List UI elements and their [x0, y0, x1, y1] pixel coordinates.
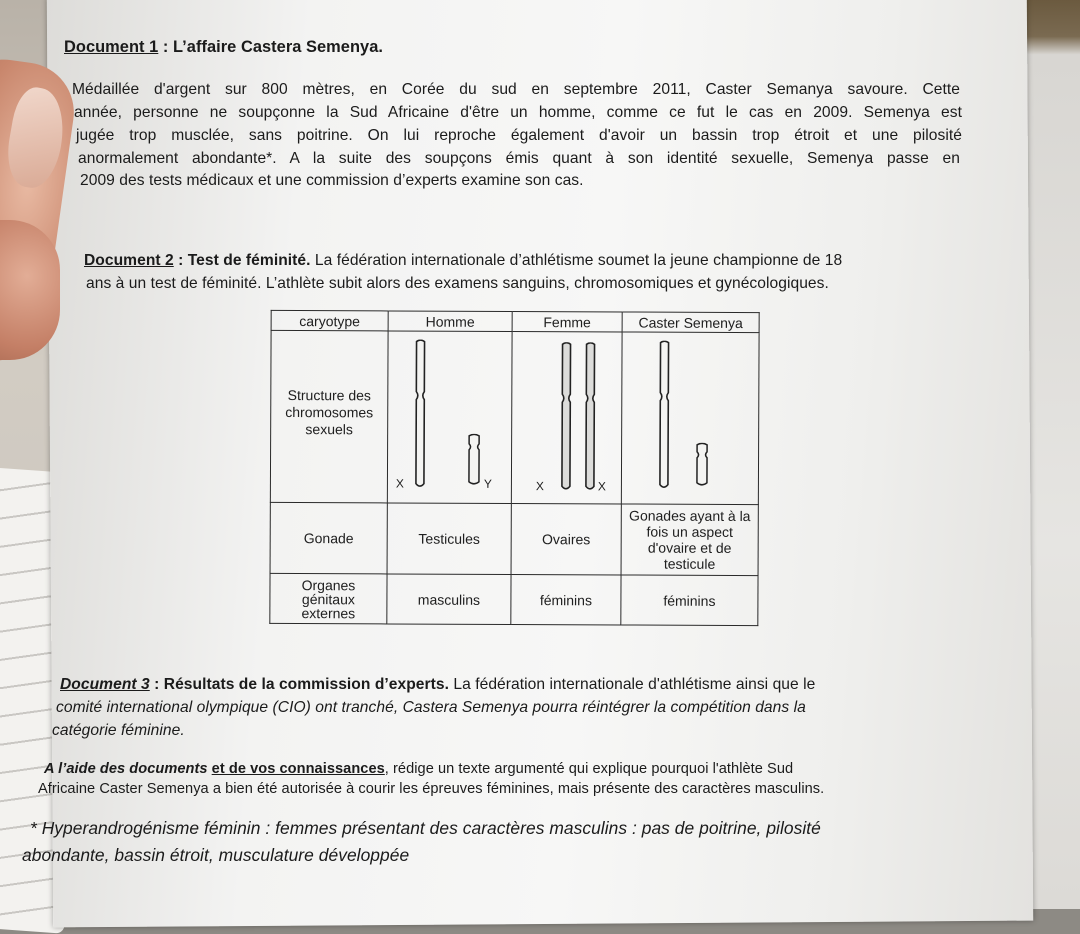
gonade-homme: Testicules [387, 503, 511, 575]
doc1-line-1: Médaillée d'argent sur 800 mètres, en Corée du sud en septembre 2011, Caster Semanya savoure. Cette [72, 81, 960, 98]
gonade-label: Gonade [270, 502, 387, 574]
instruction-line-2: Africaine Caster Semenya a bien été autorisée à courir les épreuves féminines, mais présente des caractères masculins. [38, 781, 825, 797]
semenya-chromosomes-cell [621, 332, 759, 505]
header-femme: Femme [512, 311, 622, 331]
doc1-line-3: jugée trop musclée, sans poitrine. On lui reproche également d'avoir un bassin trop étroit et une pilosité [76, 127, 962, 144]
header-caster-semenya: Caster Semenya [622, 312, 759, 333]
table-row-structure [270, 330, 759, 504]
doc1-heading-label: Document 1 [64, 38, 159, 56]
table-row-organes [270, 573, 758, 625]
structure-label-cell [270, 330, 388, 503]
doc2-line-1 [84, 252, 842, 270]
doc3-line-2: comité international olympique (CIO) ont tranché, Castera Semenya pourra réintégrer la compétition dans la [56, 699, 806, 716]
header-caryotype: caryotype [271, 310, 388, 331]
gonade-femme: Ovaires [511, 503, 621, 574]
homme-x-label: X [395, 476, 404, 491]
table-row-gonade [270, 502, 758, 575]
doc3-heading-colon: : [149, 676, 164, 693]
organes-semenya: féminins [621, 575, 758, 626]
table-header-row [271, 310, 759, 332]
instruction-line-1 [44, 761, 793, 777]
homme-chromosomes-cell [387, 331, 512, 504]
structure-label: Structure des chromosomes sexuels [285, 387, 374, 438]
doc1-line-5: 2009 des tests médicaux et une commission d’experts examine son cas. [80, 172, 584, 189]
footnote-line-2: abondante, bassin étroit, musculature développée [22, 845, 410, 865]
doc1-heading [64, 38, 383, 57]
femme-x1-label: X [535, 479, 544, 494]
doc3-line-1 [60, 676, 815, 694]
doc1-line-2: année, personne ne soupçonne la Sud Africaine d'être un homme, comme ce fut le cas en 2009. Semenya est [74, 104, 962, 121]
doc2-heading-colon: : [173, 252, 188, 269]
doc2-heading-label: Document 2 [84, 252, 174, 269]
homme-y-chromosome [466, 434, 482, 486]
doc3-heading-label: Document 3 [60, 676, 150, 693]
instruction-part-3: , rédige un texte argumenté qui explique pourquoi l'athlète Sud [384, 761, 794, 777]
gonade-semenya: Gonades ayant à la fois un aspect d'ovaire et de testicule [621, 504, 758, 576]
instruction-part-1: A l’aide des documents [44, 761, 212, 777]
doc3-heading-title: Résultats de la commission d’experts. [163, 676, 449, 693]
instruction-part-2: et de vos connaissances [211, 761, 385, 777]
semenya-y-chromosome [694, 443, 710, 487]
femme-x2-label: X [597, 479, 606, 494]
organes-femme: féminins [511, 574, 621, 624]
header-homme: Homme [388, 311, 512, 332]
doc1-heading-title: : L’affaire Castera Semenya. [158, 38, 383, 56]
doc3-line-1-text: La fédération internationale d'athlétisme ainsi que le [449, 676, 816, 693]
karyotype-table [269, 310, 759, 626]
organes-homme: masculins [387, 574, 511, 625]
femme-chromosomes-cell [511, 331, 622, 503]
homme-y-label: Y [483, 476, 492, 491]
doc1-line-4: anormalement abondante*. A la suite des soupçons émis quant à son identité sexuelle, Semenya passe en [78, 150, 960, 167]
organes-label: Organes génitaux externes [270, 573, 387, 624]
doc2-line-1-text: La fédération internationale d’athlétisme soumet la jeune championne de 18 [310, 252, 843, 269]
homme-x-chromosome [410, 340, 431, 490]
doc3-line-3: catégorie féminine. [52, 722, 185, 739]
footnote-line-1: * Hyperandrogénisme féminin : femmes présentant des caractères masculins : pas de poitrine, pilosité [30, 818, 821, 838]
doc2-heading-title: Test de féminité. [187, 252, 311, 269]
doc2-line-2: ans à un test de féminité. L’athlète subit alors des examens sanguins, chromosomiques et gynécologiques. [86, 275, 829, 292]
femme-x-chromosome-1 [556, 342, 577, 492]
semenya-x-chromosome [654, 341, 675, 491]
femme-x-chromosome-2 [580, 342, 601, 492]
